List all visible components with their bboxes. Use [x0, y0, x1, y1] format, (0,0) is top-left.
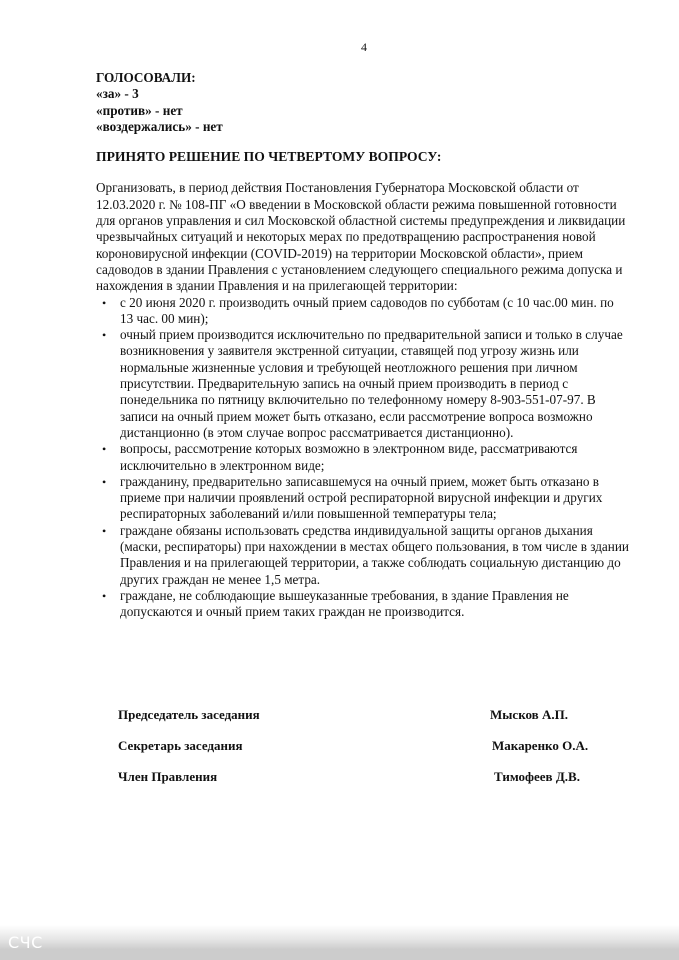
signature-role: Председатель заседания — [118, 707, 260, 722]
signature-role: Секретарь заседания — [118, 738, 243, 753]
list-item — [102, 441, 630, 474]
measure-text: граждане, не соблюдающие вышеуказанные требования, в здание Правления не допускаются и очный прием таких граждан не производится. — [120, 587, 569, 620]
measure-text: с 20 июня 2020 г. производить очный прием садоводов по субботам (с 10 час.00 мин. по 13 час. 00 мин); — [120, 294, 614, 326]
watermark-logo: СЧС — [8, 933, 43, 952]
voting-block — [96, 70, 636, 135]
list-item — [102, 294, 630, 328]
vote-against: «против» - нет — [96, 102, 183, 118]
signature-row-chairman — [118, 707, 598, 738]
measure-text: граждане обязаны использовать средства индивидуальной защиты органов дыхания (маски, респираторы) при нахождении в местах общего пользования, в том числе в здании Правления и на прилегающей территории, а также соблюдать социальную дистанцию до других граждан не менее 1,5 метра. — [120, 522, 629, 587]
list-item — [102, 327, 630, 441]
signatures-block — [118, 707, 598, 800]
list-item — [102, 522, 630, 588]
page-number: 4 — [361, 40, 367, 54]
signature-role: Член Правления — [118, 769, 218, 784]
bullet-icon: • — [102, 442, 107, 457]
bullet-icon: • — [102, 328, 107, 343]
bullet-icon: • — [102, 523, 107, 538]
document-body — [96, 70, 636, 621]
measures-list — [96, 295, 630, 621]
vote-abstained: «воздержались» - нет — [96, 118, 223, 134]
vote-for: «за» - 3 — [96, 86, 139, 102]
measure-text: вопросы, рассмотрение которых возможно в электронном виде, рассматриваются исключительно в электронном виде; — [120, 441, 578, 473]
bullet-icon: • — [102, 588, 107, 603]
signature-name: Мысков А.П. — [490, 707, 568, 722]
signature-name: Макаренко О.А. — [492, 738, 589, 753]
signature-name: Тимофеев Д.В. — [494, 769, 580, 784]
measure-text: очный прием производится исключительно по предварительной записи и только в случае возникновения у заявителя экстренной ситуации, ставящей под угрозу жизнь или нормальные жизненные условия и требующей неотложного решения при личном присутствии. Предварительную запись на очный прием производить в период с понедельника по пятницу включительно по телефонному номеру 8-903-551-07-97. В записи на очный прием может быть отказано, если рассмотрение вопроса возможно дистанционно (в этом случае вопрос рассматривается дистанционно). — [120, 327, 623, 440]
bullet-icon: • — [102, 295, 107, 310]
decision-intro: Организовать, в период действия Постановления Губернатора Московской области от 12.03.2020 г. № 108-ПГ «О введении в Московской области режима повышенной готовности для органов управления и сил Московской областной системы предупреждения и ликвидации чрезвычайных ситуаций и некоторых мерах по предотвращению распространения новой короновирусной инфекции (COVID-2019) на территории Московской области», прием садоводов в здании Правления с установлением следующего специального режима допуска и нахождения в здании Правления и на прилегающей территории: — [96, 180, 626, 294]
bullet-icon: • — [102, 474, 107, 489]
voting-heading: ГОЛОСОВАЛИ: — [96, 70, 196, 85]
decision-title: ПРИНЯТО РЕШЕНИЕ ПО ЧЕТВЕРТОМУ ВОПРОСУ: — [96, 149, 442, 165]
signature-row-member — [118, 769, 598, 800]
footer-bar — [0, 925, 679, 960]
list-item — [102, 587, 630, 621]
signature-row-secretary — [118, 738, 598, 769]
measure-text: гражданину, предварительно записавшемуся на очный прием, может быть отказано в приеме при наличии проявлений острой респираторной вирусной инфекции и других респираторных заболеваний и/или повышенной температуры тела; — [120, 473, 603, 522]
list-item — [102, 473, 630, 523]
